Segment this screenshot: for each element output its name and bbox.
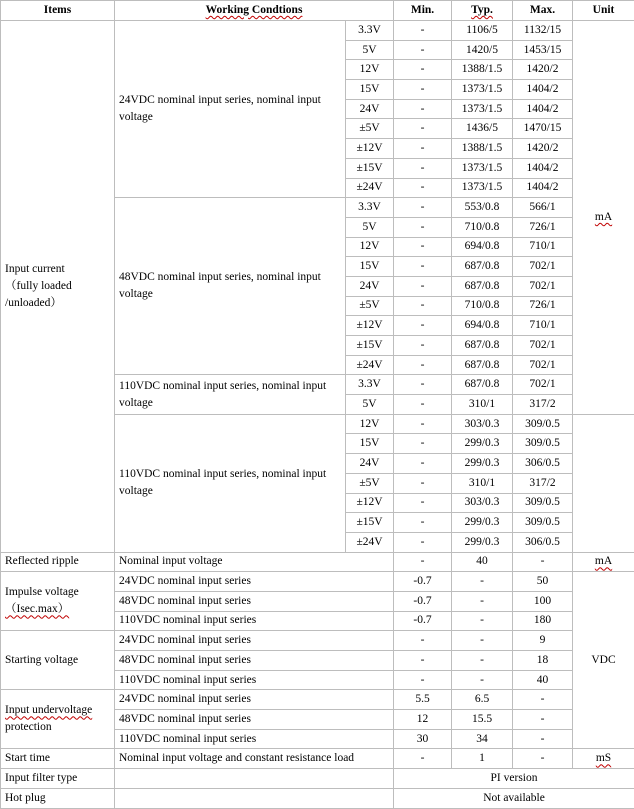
min-cell: -	[394, 276, 452, 296]
output-voltage-cell: 24V	[346, 276, 394, 296]
min-cell: -	[394, 631, 452, 651]
condition-cell: 24VDC nominal input series	[115, 572, 394, 592]
min-cell: -	[394, 670, 452, 690]
unit-vdc-cell: VDC	[573, 572, 634, 749]
max-cell: -	[513, 729, 573, 749]
input-filter-type-value: PI version	[394, 769, 634, 789]
min-cell: -0.7	[394, 611, 452, 631]
table-row	[1, 552, 634, 572]
min-cell: -0.7	[394, 591, 452, 611]
typ-cell: 303/0.3	[452, 493, 513, 513]
typ-cell: -	[452, 572, 513, 592]
min-cell: -	[394, 336, 452, 356]
min-cell: -	[394, 375, 452, 395]
output-voltage-cell: ±15V	[346, 513, 394, 533]
typ-cell: 6.5	[452, 690, 513, 710]
min-cell: 12	[394, 710, 452, 730]
typ-cell: 694/0.8	[452, 316, 513, 336]
min-cell: -	[394, 60, 452, 80]
unit-cell	[573, 21, 634, 415]
max-cell: 309/0.5	[513, 414, 573, 434]
table-row	[1, 690, 634, 710]
output-voltage-cell: ±24V	[346, 178, 394, 198]
header-unit: Unit	[573, 1, 634, 21]
typ-cell: -	[452, 611, 513, 631]
min-cell: -	[394, 473, 452, 493]
starting-voltage-label	[1, 631, 115, 690]
unit-cell	[573, 552, 634, 572]
header-min: Min.	[394, 1, 452, 21]
output-voltage-cell: 24V	[346, 99, 394, 119]
max-cell: 317/2	[513, 395, 573, 415]
output-voltage-cell: ±5V	[346, 473, 394, 493]
max-cell: 1132/15	[513, 21, 573, 41]
typ-cell: 299/0.3	[452, 434, 513, 454]
min-cell: -	[394, 80, 452, 100]
table-body	[1, 1, 634, 809]
unit-ma-text: mA	[594, 555, 613, 568]
min-cell: -	[394, 217, 452, 237]
header-max: Max.	[513, 1, 573, 21]
max-cell: 702/1	[513, 336, 573, 356]
min-cell: -	[394, 454, 452, 474]
typ-cell: 310/1	[452, 395, 513, 415]
section-label-line: protection	[5, 721, 52, 734]
output-voltage-cell: 15V	[346, 80, 394, 100]
condition-cell: 110VDC nominal input series	[115, 670, 394, 690]
max-cell: -	[513, 710, 573, 730]
typ-cell: 303/0.3	[452, 414, 513, 434]
typ-cell: 710/0.8	[452, 296, 513, 316]
section-label-line: Impulse voltage	[5, 586, 79, 599]
max-cell: 702/1	[513, 257, 573, 277]
output-voltage-cell: 5V	[346, 217, 394, 237]
typ-cell: 1420/5	[452, 40, 513, 60]
output-voltage-cell: ±5V	[346, 119, 394, 139]
header-items: Items	[1, 1, 115, 21]
table-row	[1, 572, 634, 592]
condition-cell: Nominal input voltage	[115, 552, 394, 572]
condition-cell-empty	[115, 769, 394, 789]
min-cell: -	[394, 513, 452, 533]
output-voltage-cell: ±5V	[346, 296, 394, 316]
input-filter-type-label: Input filter type	[1, 769, 115, 789]
header-typ-text: Typ.	[471, 4, 493, 16]
output-voltage-cell: ±12V	[346, 493, 394, 513]
typ-cell: 1	[452, 749, 513, 769]
reflected-ripple-label: Reflected ripple	[1, 552, 115, 572]
min-cell: -	[394, 493, 452, 513]
max-cell: -	[513, 552, 573, 572]
max-cell: 726/1	[513, 296, 573, 316]
min-cell: -	[394, 552, 452, 572]
min-cell: -0.7	[394, 572, 452, 592]
output-voltage-cell: ±24V	[346, 355, 394, 375]
typ-cell: 687/0.8	[452, 336, 513, 356]
max-cell: 40	[513, 670, 573, 690]
unit-ma-text: mA	[594, 210, 613, 223]
min-cell: -	[394, 355, 452, 375]
min-cell: -	[394, 21, 452, 41]
max-cell: 18	[513, 651, 573, 671]
typ-cell: 15.5	[452, 710, 513, 730]
min-cell: -	[394, 296, 452, 316]
condition-cell: 110VDC nominal input series, nominal input voltage	[115, 375, 346, 414]
typ-cell: 299/0.3	[452, 532, 513, 552]
output-voltage-cell: ±15V	[346, 336, 394, 356]
input-current-label-line: （fully loaded	[5, 279, 72, 292]
min-cell: -	[394, 532, 452, 552]
condition-cell: 24VDC nominal input series	[115, 631, 394, 651]
section-label-line: （Isec.max）	[5, 603, 70, 616]
min-cell: -	[394, 198, 452, 218]
start-time-label: Start time	[1, 749, 115, 769]
typ-cell: 310/1	[452, 473, 513, 493]
max-cell: 309/0.5	[513, 434, 573, 454]
max-cell: 309/0.5	[513, 513, 573, 533]
typ-cell: 694/0.8	[452, 237, 513, 257]
typ-cell: 1373/1.5	[452, 178, 513, 198]
input-current-label	[1, 21, 115, 553]
max-cell: 1420/2	[513, 60, 573, 80]
max-cell: 1420/2	[513, 139, 573, 159]
condition-cell: 48VDC nominal input series, nominal input voltage	[115, 198, 346, 375]
typ-cell: 687/0.8	[452, 375, 513, 395]
condition-cell: 48VDC nominal input series	[115, 591, 394, 611]
condition-cell: 24VDC nominal input series, nominal input voltage	[115, 21, 346, 198]
condition-cell-empty	[115, 788, 394, 808]
max-cell: -	[513, 690, 573, 710]
max-cell: 317/2	[513, 473, 573, 493]
unit-cell-empty	[573, 414, 634, 552]
max-cell: 1404/2	[513, 99, 573, 119]
table-row	[1, 631, 634, 651]
header-typ	[452, 1, 513, 21]
max-cell: -	[513, 749, 573, 769]
output-voltage-cell: 15V	[346, 434, 394, 454]
typ-cell: 1106/5	[452, 21, 513, 41]
unit-cell	[573, 749, 634, 769]
min-cell: -	[394, 257, 452, 277]
table-row	[1, 769, 634, 789]
condition-cell: 48VDC nominal input series	[115, 710, 394, 730]
max-cell: 309/0.5	[513, 493, 573, 513]
typ-cell: 1373/1.5	[452, 158, 513, 178]
output-voltage-cell: 24V	[346, 454, 394, 474]
typ-cell: 40	[452, 552, 513, 572]
typ-cell: 1388/1.5	[452, 139, 513, 159]
min-cell: -	[394, 158, 452, 178]
min-cell: -	[394, 178, 452, 198]
typ-cell: 687/0.8	[452, 257, 513, 277]
condition-cell: 24VDC nominal input series	[115, 690, 394, 710]
output-voltage-cell: 12V	[346, 60, 394, 80]
table-row	[1, 788, 634, 808]
min-cell: 5.5	[394, 690, 452, 710]
max-cell: 702/1	[513, 276, 573, 296]
condition-cell: 110VDC nominal input series	[115, 729, 394, 749]
typ-cell: -	[452, 631, 513, 651]
typ-cell: 1373/1.5	[452, 80, 513, 100]
output-voltage-cell: 3.3V	[346, 375, 394, 395]
condition-cell: 110VDC nominal input series, nominal input voltage	[115, 414, 346, 552]
output-voltage-cell: ±12V	[346, 316, 394, 336]
max-cell: 9	[513, 631, 573, 651]
header-conditions	[115, 1, 394, 21]
max-cell: 1404/2	[513, 178, 573, 198]
min-cell: -	[394, 99, 452, 119]
section-label-line: Starting voltage	[5, 653, 79, 666]
min-cell: -	[394, 139, 452, 159]
output-voltage-cell: 5V	[346, 395, 394, 415]
condition-cell: 48VDC nominal input series	[115, 651, 394, 671]
min-cell: -	[394, 40, 452, 60]
condition-cell: 110VDC nominal input series	[115, 611, 394, 631]
output-voltage-cell: 3.3V	[346, 21, 394, 41]
header-row	[1, 1, 634, 21]
min-cell: -	[394, 651, 452, 671]
min-cell: -	[394, 316, 452, 336]
table-row	[1, 21, 634, 41]
typ-cell: -	[452, 591, 513, 611]
max-cell: 180	[513, 611, 573, 631]
min-cell: 30	[394, 729, 452, 749]
max-cell: 726/1	[513, 217, 573, 237]
max-cell: 710/1	[513, 316, 573, 336]
condition-cell: Nominal input voltage and constant resistance load	[115, 749, 394, 769]
max-cell: 1470/15	[513, 119, 573, 139]
table-row	[1, 749, 634, 769]
output-voltage-cell: ±12V	[346, 139, 394, 159]
max-cell: 702/1	[513, 355, 573, 375]
max-cell: 100	[513, 591, 573, 611]
min-cell: -	[394, 414, 452, 434]
max-cell: 1404/2	[513, 80, 573, 100]
min-cell: -	[394, 119, 452, 139]
max-cell: 566/1	[513, 198, 573, 218]
max-cell: 710/1	[513, 237, 573, 257]
typ-cell: 710/0.8	[452, 217, 513, 237]
typ-cell: 1373/1.5	[452, 99, 513, 119]
input-current-label-line: Input current	[5, 262, 65, 275]
section-label-line: Input undervoltage	[5, 704, 93, 717]
typ-cell: -	[452, 651, 513, 671]
impulse-voltage-label	[1, 572, 115, 631]
max-cell: 50	[513, 572, 573, 592]
output-voltage-cell: 12V	[346, 237, 394, 257]
output-voltage-cell: 15V	[346, 257, 394, 277]
output-voltage-cell: ±24V	[346, 532, 394, 552]
max-cell: 1404/2	[513, 158, 573, 178]
typ-cell: 299/0.3	[452, 454, 513, 474]
output-voltage-cell: 5V	[346, 40, 394, 60]
max-cell: 306/0.5	[513, 532, 573, 552]
min-cell: -	[394, 434, 452, 454]
min-cell: -	[394, 395, 452, 415]
typ-cell: 299/0.3	[452, 513, 513, 533]
typ-cell: -	[452, 670, 513, 690]
hot-plug-label: Hot plug	[1, 788, 115, 808]
typ-cell: 34	[452, 729, 513, 749]
unit-ms-text: mS	[595, 752, 612, 765]
typ-cell: 553/0.8	[452, 198, 513, 218]
input-current-label-line: /unloaded）	[5, 296, 62, 309]
max-cell: 702/1	[513, 375, 573, 395]
typ-cell: 687/0.8	[452, 276, 513, 296]
min-cell: -	[394, 237, 452, 257]
undervoltage-label	[1, 690, 115, 749]
hot-plug-value: Not available	[394, 788, 634, 808]
max-cell: 306/0.5	[513, 454, 573, 474]
max-cell: 1453/15	[513, 40, 573, 60]
header-conditions-text: Working Condtions	[205, 4, 303, 16]
typ-cell: 687/0.8	[452, 355, 513, 375]
typ-cell: 1388/1.5	[452, 60, 513, 80]
output-voltage-cell: 12V	[346, 414, 394, 434]
typ-cell: 1436/5	[452, 119, 513, 139]
output-voltage-cell: ±15V	[346, 158, 394, 178]
output-voltage-cell: 3.3V	[346, 198, 394, 218]
min-cell: -	[394, 749, 452, 769]
